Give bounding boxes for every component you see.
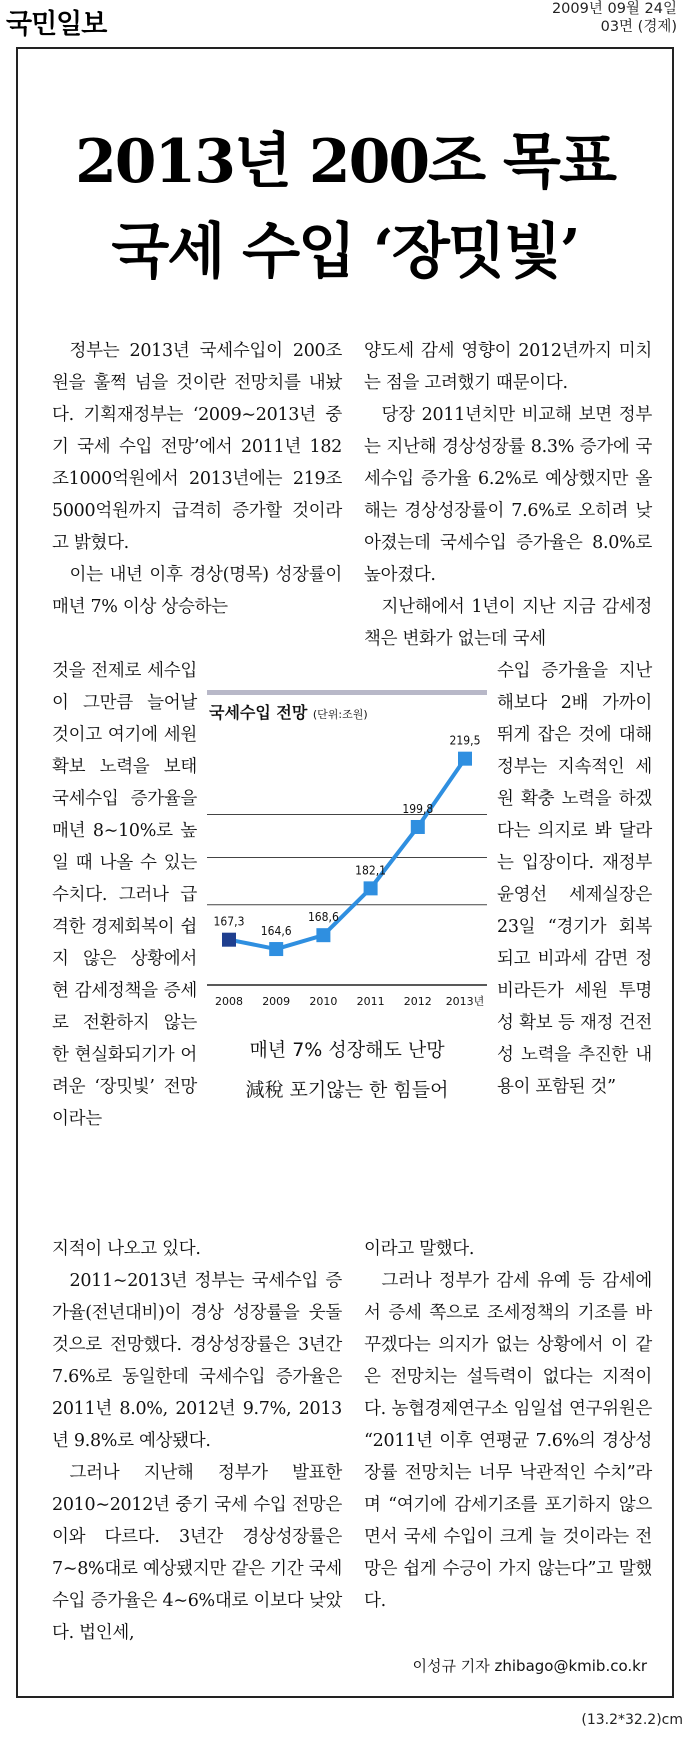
chart-title-block — [209, 700, 368, 723]
chart-unit: (단위:조원) — [312, 708, 368, 721]
data-label: 167,3 — [213, 914, 245, 929]
chart-caption-line-1: 매년 7% 성장해도 난망 — [249, 1039, 445, 1061]
paragraph: 2011∼2013년 정부는 국세수입 증가율(전년대비)이 경상 성장률을 웃돌 것으로 전망했다. 경상성장률은 3년간 7.6%로 동일한데 국세수입 증가율은 2011년 8.0%, 2012년 9.7%, 2013년 9.8%로 예상됐다. — [52, 1271, 342, 1451]
revenue-chart — [207, 690, 487, 1110]
body-left-column — [52, 335, 342, 623]
page-section: 03면 (경제) — [600, 19, 677, 35]
data-label: 168,6 — [307, 910, 339, 925]
data-label: 182,1 — [355, 863, 387, 878]
headline-line-2: 국세 수입 ‘장밋빛’ — [111, 217, 579, 287]
body-right-column — [364, 335, 652, 655]
data-point — [364, 881, 378, 895]
body-right-column-lower — [364, 1233, 652, 1617]
paragraph: 이라고 말했다. — [364, 1239, 475, 1259]
data-point — [269, 942, 283, 956]
chart-canvas — [207, 690, 487, 1030]
data-label: 219,5 — [449, 733, 481, 748]
chart-header-bar — [207, 690, 487, 695]
dateline — [552, 0, 677, 36]
paragraph: 지난해에서 1년이 지난 지금 감세정책은 변화가 없는데 국세 — [364, 597, 652, 649]
paragraph: 정부는 2013년 국세수입이 200조원을 훌쩍 넘을 것이란 전망치를 내놨다. 기획재정부는 ‘2009∼2013년 중기 국세 수입 전망’에서 2011년 182조1000억원에서 2013년에는 219조5000억원까지 급격히 증가할 것이라고 밝혔다. — [52, 341, 342, 553]
data-label: 164,6 — [260, 924, 292, 939]
data-point — [316, 928, 330, 942]
x-tick-label: 2008 — [215, 995, 243, 1008]
headline-line-1: 2013년 200조 목표 — [75, 127, 615, 197]
newspaper-logo: 국민일보 — [6, 9, 107, 40]
chart-caption-line-2: 減稅 포기않는 한 힘들어 — [245, 1079, 449, 1101]
masthead — [0, 0, 687, 40]
publish-date: 2009년 09월 24일 — [551, 1, 677, 17]
body-left-column-lower — [52, 1233, 342, 1649]
x-tick-label: 2012 — [403, 995, 432, 1008]
data-point — [411, 820, 425, 834]
data-label: 199,8 — [402, 801, 434, 816]
x-tick-label: 2011 — [356, 995, 385, 1008]
chart-title: 국세수입 전망 — [209, 703, 308, 722]
x-tick-label: 2010 — [309, 995, 338, 1008]
paragraph: 그러나 정부가 감세 유예 등 감세에서 증세 쪽으로 조세정책의 기조를 바꾸겠다는 의지가 없는 상황에서 이 같은 전망치는 설득력이 없다는 지적이다. 농협경제연구소 임일섭 연구위원은 “2011년 이후 연평균 7.6%의 경상성장률 전망치는 너무 낙관적인 수치”라며 “여기에 감세기조를 포기하지 않으면서 국세 수입이 크게 늘 것이라는 전망은 쉽게 수긍이 가지 않는다”고 말했다. — [364, 1271, 652, 1611]
body-right-wrap: 수입 증가율을 지난해보다 2배 가까이 뛰게 잡은 것에 대해 정부는 지속적인 세원 확충 노력을 하겠다는 의지로 봐 달라는 입장이다. 재정부 윤영선 세제실장은 23일 “경기가 회복되고 비과세 감면 정비라든가 세원 투명성 확보 등 재정 건전성 노력을 추진한 내용이 포함된 것” — [497, 661, 652, 1097]
paragraph: 당장 2011년치만 비교해 보면 정부는 지난해 경상성장률 8.3% 증가에 국세수입 증가율 6.2%로 예상했지만 올해는 경상성장률이 7.6%로 오히려 낮아졌는데 국세수입 증가율은 8.0%로 높아졌다. — [364, 405, 652, 585]
data-point — [458, 752, 472, 766]
paragraph: 양도세 감세 영향이 2012년까지 미치는 점을 고려했기 때문이다. — [364, 341, 652, 393]
paragraph: 그러나 지난해 정부가 발표한 2010∼2012년 중기 국세 수입 전망은 이와 다르다. 3년간 경상성장률은 7∼8%대로 예상됐지만 같은 기간 국세수입 증가율은 4∼6%대로 이보다 낮았다. 법인세, — [52, 1463, 342, 1643]
byline: 이성규 기자 zhibago@kmib.co.kr — [412, 1657, 647, 1675]
series-line — [229, 759, 465, 949]
clipping-size: (13.2*32.2)cm — [581, 1712, 683, 1728]
data-point — [222, 933, 236, 947]
body-left-wrap: 것을 전제로 세수입이 그만큼 늘어날 것이고 여기에 세원확보 노력을 보태 국세수입 증가율을 매년 8∼10%로 높일 때 나올 수 있는 수치다. 그러나 급격한 경제회복이 쉽지 않은 상황에서 현 감세정책을 증세로 전환하지 않는 한 현실화되기가 어려운 ‘장밋빛’ 전망이라는 — [52, 661, 197, 1129]
x-tick-label: 2009 — [262, 995, 291, 1008]
paragraph: 지적이 나오고 있다. — [52, 1239, 201, 1259]
x-tick-label: 2013년 — [445, 995, 485, 1008]
paragraph: 이는 내년 이후 경상(명목) 성장률이 매년 7% 이상 상승하는 — [52, 565, 342, 617]
